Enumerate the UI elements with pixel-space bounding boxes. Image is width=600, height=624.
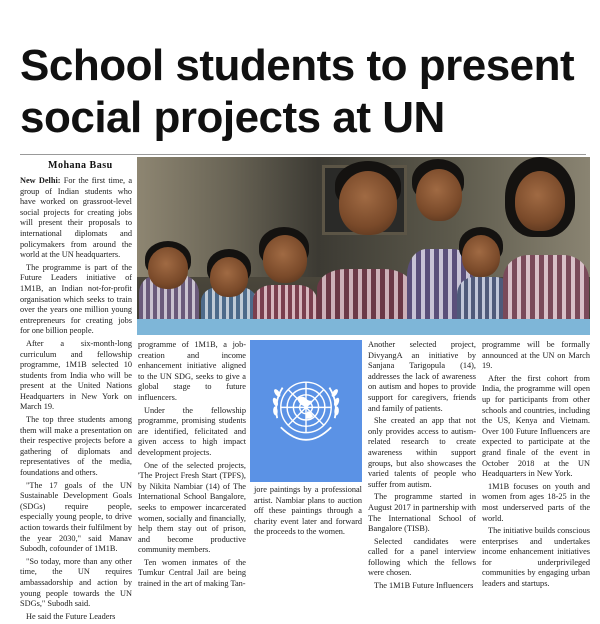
paragraph-text: Ten women inmates of the Tumkur Central Jail are being trained in the art of making Tan- bbox=[138, 557, 246, 589]
article-paragraph bbox=[20, 263, 132, 337]
paragraph-text: Under the fellowship programme, promising students are identified, felicitated and given access to high impact development projects. bbox=[138, 405, 246, 457]
article-column-1 bbox=[20, 176, 132, 624]
headline-line-1: School students to present bbox=[20, 41, 575, 90]
paragraph-text: jore paintings by a professional artist. Nambiar plans to auction off these paintings through a charity event later and forward the proceeds to the women. bbox=[254, 485, 362, 537]
article-paragraph bbox=[482, 340, 590, 372]
article-paragraph bbox=[20, 415, 132, 479]
dateline: New Delhi: bbox=[20, 176, 61, 185]
paragraph-text: Another selected project, DivyangA an initiative by Sanjana Tarigopula (14), addresses the lack of awareness on autism and hopes to provide support for caregivers, friends and family of patients. bbox=[368, 340, 476, 413]
article-paragraph bbox=[138, 461, 246, 556]
paragraph-text: For the first time, a group of Indian students who have worked on grassroot-level social projects for creating jobs will present their proposals to international diplomats and policymakers from around the world at the UN headquarters. bbox=[20, 176, 133, 260]
children-photo bbox=[137, 157, 590, 335]
paragraph-text: "The 17 goals of the UN Sustainable Development Goals (SDGs) require people, especially young people, to drive action towards their fulfilment by the year 2030," said Manav Subodh, cofounder of 1M1B. bbox=[20, 480, 132, 554]
child-face bbox=[148, 247, 188, 289]
headline bbox=[20, 40, 590, 144]
paragraph-text: programme will be formally announced at the UN on March 19. bbox=[482, 340, 590, 371]
article-paragraph bbox=[482, 482, 590, 524]
byline: Mohana Basu bbox=[48, 160, 113, 171]
article-paragraph bbox=[368, 537, 476, 579]
article-paragraph bbox=[138, 406, 246, 459]
paragraph-text: The initiative builds conscious enterprises and undertakes income enhancement initiatives for underprivileged communities by engaging urban leaders and startups. bbox=[482, 526, 590, 589]
paragraph-text: The top three students among them will make a presentation on their respective projects before a gathering of diplomats and representatives of the media, foundations and others. bbox=[20, 415, 132, 478]
article-paragraph bbox=[368, 416, 476, 490]
article-paragraph bbox=[368, 340, 476, 414]
paragraph-text: 1M1B focuses on youth and women from ages 18-25 in the most underserved parts of the world. bbox=[482, 481, 590, 523]
paragraph-text: "So today, more than any other time, the UN requires ambassadorship and action by young people towards the UN SDGs," Subodh said. bbox=[20, 556, 132, 609]
paragraph-text: The 1M1B Future Influencers bbox=[374, 581, 474, 591]
article-paragraph bbox=[138, 558, 246, 590]
article-column-2 bbox=[138, 340, 246, 592]
child-face bbox=[263, 235, 307, 283]
paragraph-text: One of the selected projects, 'The Project Fresh Start (TPFS), by Nikita Nambiar (14) of The International School Bangalore, seeks to empower incarcerated women, socially and financially, help them stay out of prison, and become productive community members. bbox=[138, 460, 246, 555]
article-paragraph bbox=[368, 581, 476, 592]
article-paragraph bbox=[138, 340, 246, 404]
article-paragraph bbox=[20, 481, 132, 555]
paragraph-text: Selected candidates were called for a panel interview following which the fellows were chosen. bbox=[368, 536, 476, 578]
paragraph-text: programme of 1M1B, a job-creation and income enhancement initiative aligned to the UN SDG, seeks to give a global stage to future influencers. bbox=[138, 340, 246, 402]
child-face bbox=[515, 171, 565, 231]
un-emblem-panel bbox=[250, 340, 362, 482]
paragraph-text: The programme started in August 2017 in partnership with The International School of Bangalore (TISB). bbox=[368, 492, 476, 534]
article-column-5 bbox=[482, 340, 590, 592]
article-paragraph bbox=[20, 339, 132, 413]
article-paragraph bbox=[20, 612, 132, 623]
article-paragraph bbox=[254, 485, 362, 538]
article-paragraph bbox=[20, 176, 132, 261]
united-nations-emblem-icon bbox=[261, 366, 351, 456]
article-column-4 bbox=[368, 340, 476, 594]
child-face bbox=[339, 171, 397, 235]
child-face bbox=[416, 169, 462, 221]
paragraph-text: After a six-month-long curriculum and fellowship programme, 1M1B selected 10 students from India who will be present at the United Nations Headquarters in New York on March 19. bbox=[20, 338, 132, 412]
article-paragraph bbox=[482, 526, 590, 590]
paragraph-text: She created an app that not only provides access to autism-related research to create awareness within support groups, but also showcases the varied talents of people who suffer from autism. bbox=[368, 416, 476, 489]
headline-line-2: social projects at UN bbox=[20, 93, 445, 142]
article-column-3 bbox=[254, 485, 362, 540]
article-paragraph bbox=[20, 557, 132, 610]
article-paragraph bbox=[482, 374, 590, 480]
headline-rule bbox=[20, 154, 586, 155]
article-paragraph bbox=[368, 492, 476, 534]
paragraph-text: After the first cohort from India, the programme will open up for participants from other schools and countries, including the US, Kenya and Vietnam. Over 100 Future Influencers are expected to participate at the grand finale of the event in October 2018 at the UN Headquarters in New York. bbox=[482, 373, 590, 479]
child-face bbox=[462, 235, 500, 277]
child-face bbox=[210, 257, 248, 297]
paragraph-text: He said the Future Leaders bbox=[26, 611, 116, 621]
paragraph-text: The programme is part of the Future Leaders initiative of 1M1B, an Indian not-for-profit organisation which seeks to train over the years one million young entrepreneurs for creating jobs for one billion people. bbox=[20, 262, 132, 336]
photo-banner bbox=[137, 319, 590, 335]
